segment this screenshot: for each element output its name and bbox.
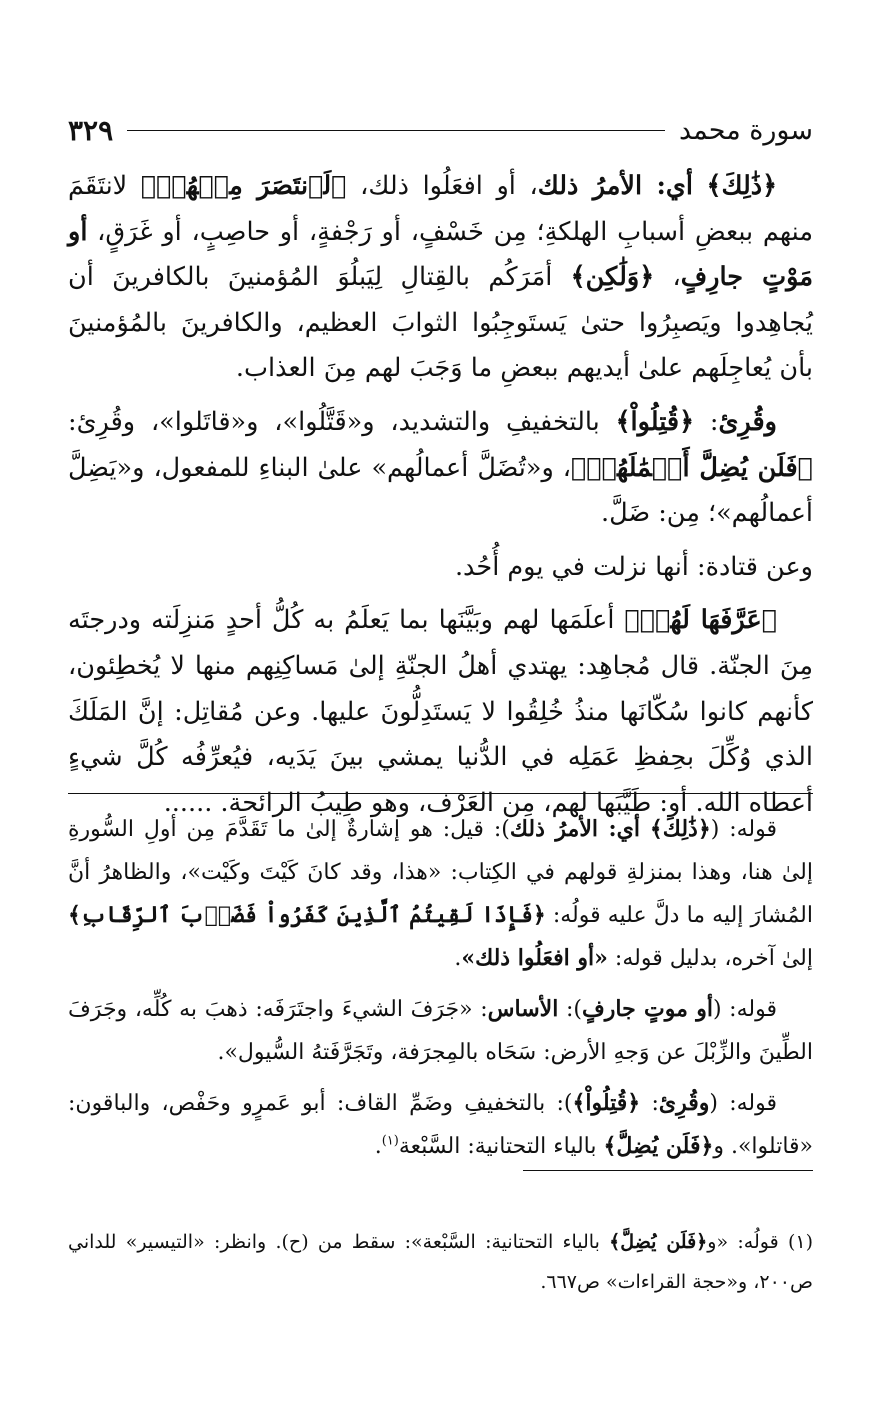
- quran-quote: ﴿ذَٰلِكَ﴾: [649, 816, 711, 842]
- text-run: إلىٰ آخره، بدليل قوله:: [607, 946, 813, 971]
- main-text: [68, 164, 813, 834]
- footnote-ref[interactable]: (١): [381, 1133, 399, 1149]
- text-run: قوله: (: [709, 1091, 778, 1116]
- quran-quote: ﴿قُتِلُواْ﴾: [572, 1090, 641, 1116]
- text-run: قوله: (: [712, 997, 777, 1022]
- section-divider: [68, 793, 813, 794]
- text-run: قوله: (: [710, 817, 777, 842]
- quran-quote: ﴿ذَٰلِكَ﴾: [706, 171, 778, 201]
- quran-quote: ﴿فَلَن يُضِلَّ﴾: [609, 1231, 708, 1253]
- text-run: ،: [654, 262, 681, 293]
- text-run: بالياء التحتانية: السَّبْعة: [398, 1134, 604, 1159]
- text-run: :: [694, 406, 719, 437]
- bold-phrase: أي: الأمرُ ذلك: [509, 816, 641, 842]
- quran-quote: ﴿فَلَن يُضِلَّ﴾: [603, 1133, 714, 1159]
- commentary-paragraph: [68, 988, 813, 1074]
- text-run: أعلَمَها لهم وبَيَّنَها بما يَعلَمُ به كُلُّ أحدٍ مَنزِلَته ودرجتَه مِنَ الجنّة. قال مُجاهِد: يهتدي أهلُ الجنّةِ إلىٰ مَساكِنِهم منها لا يُخطِئون، كأنهم كانوا سُكّانَها منذُ خُلِقُوا لا يَستَدِلُّونَ عليها. وعن مُقاتِل: إنَّ المَلَكَ الذي وُكِّلَ بحِفظِ عَمَلِه في الدُّنيا يمشي بينَ يَدَيه، فيُعرِّفُه كُلَّ شيءٍ أعطاه الله. أو: طَيَّبَها لهم، مِن العَرْف، وهو طِيبُ الرائحة. ......: [68, 605, 813, 818]
- main-paragraph: [68, 164, 813, 392]
- commentary-paragraph: [68, 808, 813, 980]
- quran-quote: ﴿قُتِلُواْ﴾: [615, 406, 695, 437]
- text-run: بالتخفيفِ والتشديد، و«قَتَّلُوا»، و«قاتَلوا»، وقُرِئ:: [68, 406, 616, 437]
- main-paragraph: [68, 400, 813, 537]
- text-run: ): قيل: هو إشارةٌ إلىٰ ما تَقَدَّمَ مِن أولِ السُّورةِ إلىٰ هنا، وهذا بمنزلةِ قولهم في الكِتاب: «هذا، وقد كانَ كَيْتَ وكَيْت»، والظاهرُ أنَّ المُشارَ إليه ما دلَّ عليه قولُه:: [68, 817, 813, 928]
- text-run: :: [640, 1091, 659, 1116]
- bold-phrase: الأساس: [487, 996, 559, 1022]
- text-run: .: [454, 946, 462, 971]
- bold-phrase: وقُرِئ: [658, 1090, 710, 1116]
- bold-phrase: أو مَوْتٍ جارِفٍ: [68, 216, 813, 293]
- text-run: [693, 171, 707, 201]
- footnote-text: [68, 1222, 813, 1302]
- running-header: [68, 108, 813, 152]
- text-run: : «جَرَفَ الشيءَ واجتَرَفَه: ذهبَ به كُلِّه، وجَرَفَ الطِّينَ والزِّبْلَ عن وَجهِ الأرض: سَحَاه بالمِجرَفة، وتَجَرَّفَتهُ السُّيول».: [68, 997, 813, 1065]
- bold-phrase: «أو افعَلُوا ذلك»: [461, 945, 608, 971]
- quran-quote: ﴿فَلَن يُضِلَّ أَعۡمَٰلَهُمۡ﴾: [571, 452, 813, 483]
- quran-quote: ﴿لَٱنتَصَرَ مِنۡهُمۡ﴾: [140, 171, 347, 201]
- text-run: ):: [558, 997, 582, 1022]
- bold-phrase: أي: الأمرُ ذلك: [537, 171, 693, 201]
- footnote-section: [68, 1222, 813, 1302]
- bold-phrase: وقُرِئ: [718, 406, 777, 437]
- page-number: ٣٢٩: [68, 113, 114, 147]
- text-run: بالياء التحتانية: السَّبْعة»: سقط من (ح). وانظر: «التيسير» للداني ص٢٠٠، و«حجة القراءات» ص٦٦٧.: [68, 1231, 813, 1293]
- commentary-section: [68, 808, 813, 1176]
- bold-phrase: أو موتٍ جارفٍ: [581, 996, 713, 1022]
- quran-quote: ﴿فَإِذَا لَقِيتُمُ ٱلَّذِينَ كَفَرُواْ فَضَرۡبَ ٱلرِّقَابِ﴾: [68, 902, 546, 928]
- footnote-divider: [523, 1170, 813, 1171]
- header-rule: [127, 130, 665, 131]
- text-run: أمَرَكُم بالقِتالِ لِيَبلُوَ المُؤمنينَ بالكافرينَ أن يُجاهِدوا ويَصبِرُوا حتىٰ يَستَوجِبُوا الثوابَ العظيم، والكافرينَ بالمُؤمنينَ بأن يُعاجِلَهم علىٰ أيديهم ببعضِ ما وَجَبَ لهم مِنَ العذاب.: [68, 262, 813, 384]
- text-run: [640, 817, 650, 842]
- main-paragraph: وعن قتادة: أنها نزلت في يوم أُحُد.: [454, 551, 813, 582]
- quran-quote: ﴿وَلَٰكِن﴾: [570, 262, 655, 293]
- text-run: (١) قولُه: «و: [707, 1231, 813, 1253]
- text-run: لانتَقَمَ منهم ببعضِ أسبابِ الهلكةِ؛ مِن خَسْفٍ، أو رَجْفةٍ، أو حاصِبٍ، أو غَرَقٍ،: [68, 171, 813, 247]
- text-run: ، أو افعَلُوا ذلك،: [346, 171, 538, 201]
- commentary-paragraph: [68, 1082, 813, 1168]
- text-run: ، و«تُضَلَّ أعمالُهم» علىٰ البناءِ للمفعول، و«يَضِلَّ أعمالُهم»؛ مِن: ضَلَّ.: [68, 452, 813, 529]
- text-run: ): بالتخفيفِ وضَمِّ القاف: أبو عَمرٍو وحَفْص، والباقون: «قاتلوا». و: [68, 1091, 813, 1159]
- surah-name: سورة محمد: [678, 114, 813, 146]
- quran-quote: ﴿عَرَّفَهَا لَهُمۡ﴾: [624, 605, 777, 636]
- text-run: .: [374, 1134, 382, 1159]
